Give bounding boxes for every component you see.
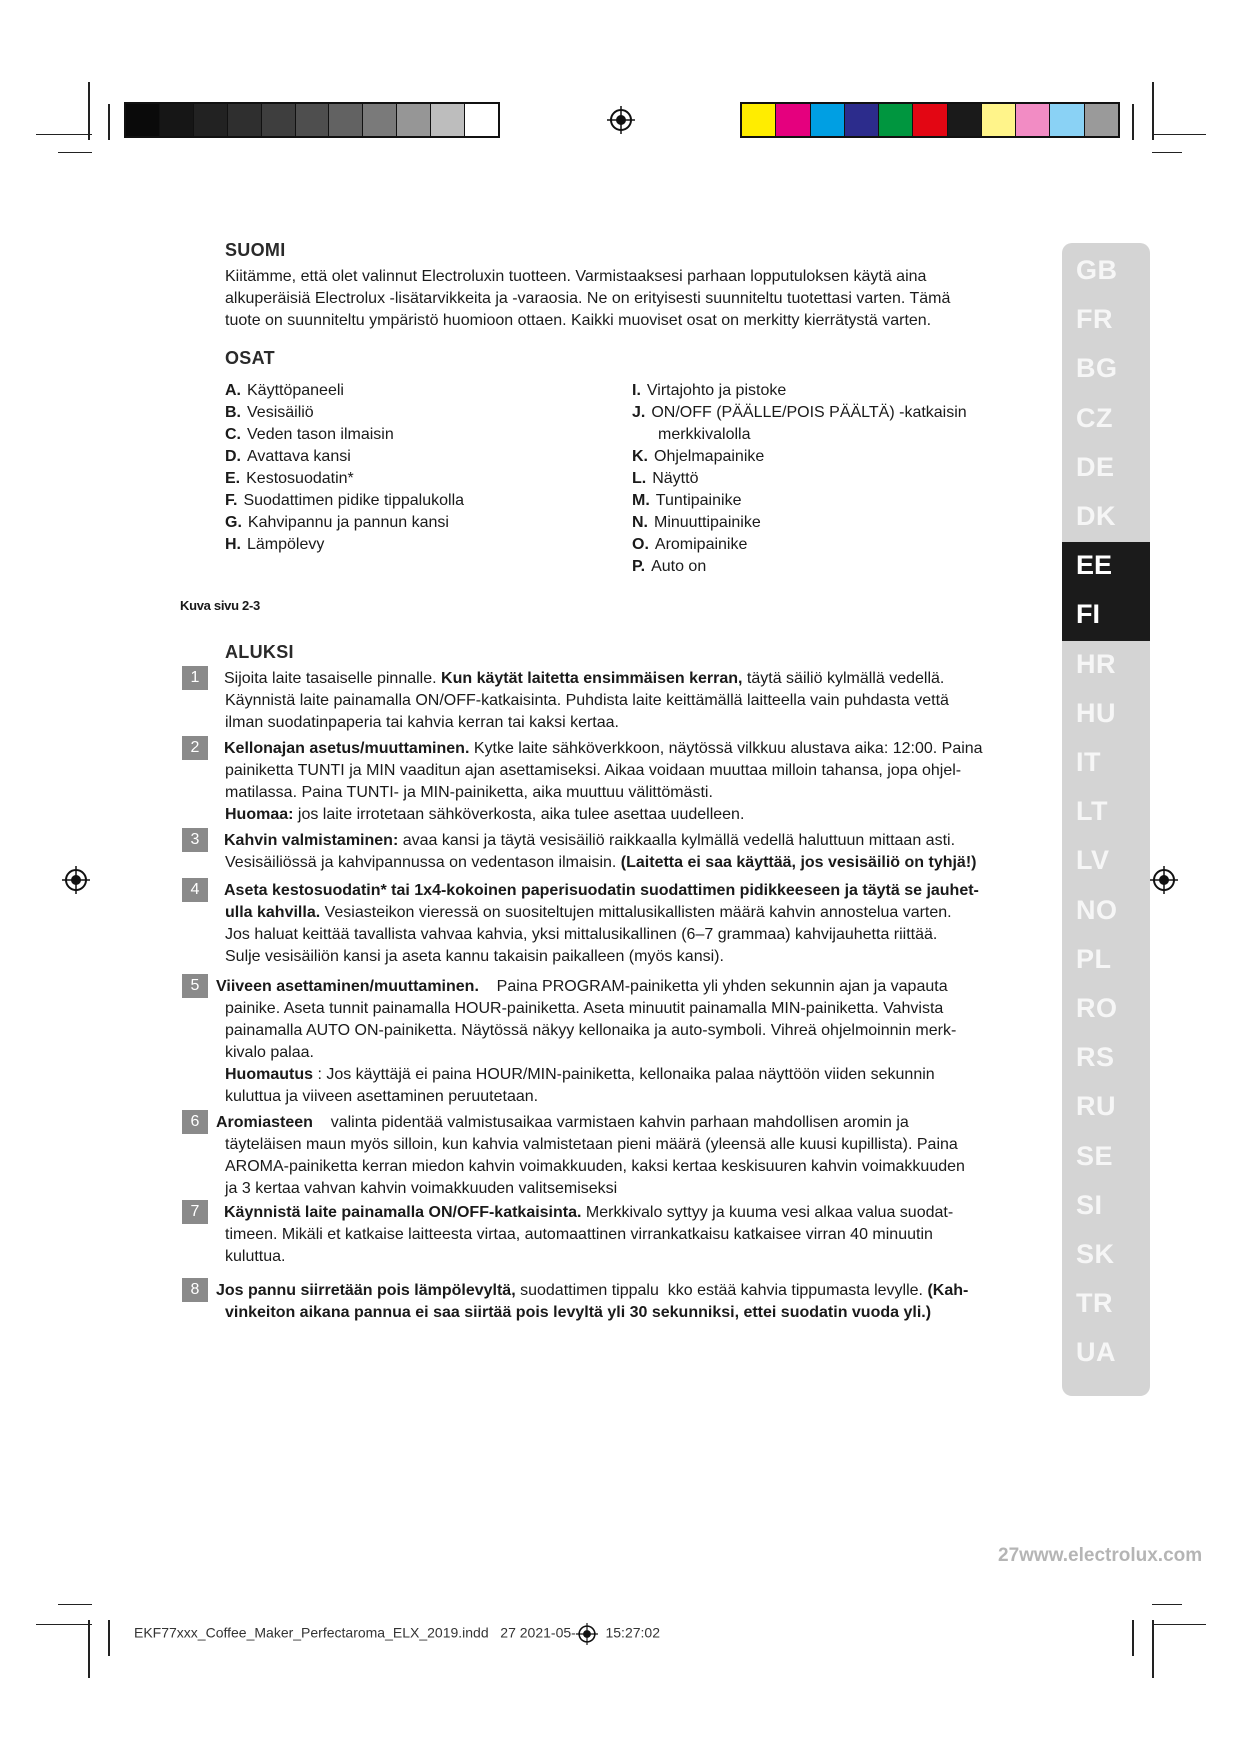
color-swatch [465,104,498,136]
step-plain-text: painamalla AUTO ON-painiketta. Näytössä näkyy kellonaika ja auto-symboli. Vihreä ohjelmoinnin merk- [225,1022,957,1039]
color-swatch [913,104,947,136]
language-tab-hr[interactable]: HR [1076,648,1116,679]
language-tab-label: FI [1076,599,1100,630]
part-text: Virtajohto ja pistoke [646,382,787,399]
step-number-badge: 6 [182,1110,208,1134]
step-bold-text: Huomaa: [225,806,294,823]
color-swatch [742,104,776,136]
step-line [182,1134,1020,1156]
language-tab-rs[interactable]: RS [1076,1042,1115,1073]
step-line [182,852,1020,874]
part-text: Aromipainike [654,536,748,553]
part-item [632,446,967,468]
language-tab-no[interactable]: NO [1076,894,1118,925]
part-item [225,424,464,446]
language-tab-cz[interactable]: CZ [1076,402,1113,433]
step-plain-text: Kytke laite sähköverkkoon, näytössä vilkkuu alustava aika: 12:00. Paina [469,740,983,757]
step-line [182,1042,1020,1064]
step-line [182,1280,1020,1302]
language-tab-label: EE [1076,550,1113,581]
color-swatch [296,104,330,136]
footer-file: EKF77xxx_Coffee_Maker_Perfectaroma_ELX_2019.indd [134,1624,489,1641]
language-tab-dk[interactable]: DK [1076,501,1116,531]
color-swatch [948,104,982,136]
part-text: Kestosuodatin* [246,470,354,487]
color-swatch [397,104,431,136]
part-text: Auto on [651,558,707,575]
section-title-aluksi: ALUKSI [225,642,294,662]
step-line [182,946,1020,968]
color-swatch [1085,104,1118,136]
step-line [182,1302,1020,1324]
part-key: D. [225,448,241,465]
language-tab-ua[interactable]: UA [1076,1337,1116,1368]
language-tab-ru[interactable]: RU [1076,1091,1116,1122]
step-line [182,804,1020,826]
color-swatch [1016,104,1050,136]
step-line [182,1064,1020,1086]
step-bold-text: Kellonajan asetus/muuttaminen. [224,740,470,757]
step-text [182,1202,1020,1268]
page-footer-link [998,1545,1202,1567]
step-plain-text: täyteläisen maun myös silloin, kun kahvia valmistetaan pieni määrä (yleensä alle kuusi kupillista). Paina [225,1136,958,1153]
part-item [225,402,464,424]
step-number-badge: 8 [182,1278,208,1302]
section-title-suomi: SUOMI [225,240,286,260]
step-plain-text: matilassa. Paina TUNTI- ja MIN-painiketta, aika muuttuu välittömästi. [225,784,713,801]
step-plain-text: timeen. Mikäli et katkaise laitteesta virtaa, automaattinen virrankatkaisu katkaisee virran 40 minuutin [225,1226,933,1243]
color-swatch [776,104,810,136]
step-line [182,782,1020,804]
part-key: O. [632,536,649,553]
part-text: merkkivalolla [658,426,751,443]
part-key: E. [225,470,241,487]
step-bold-text: Viiveen asettaminen/muuttaminen. [216,978,479,995]
step-bold-text: Huomautus [225,1066,313,1083]
step-line [182,976,1020,998]
part-text: Tuntipainike [655,492,742,509]
language-tab-pl[interactable]: PL [1076,943,1112,974]
color-swatch [194,104,228,136]
step-plain-text: kivalo palaa. [225,1044,314,1061]
step-plain-text: täytä säiliö kylmällä vedellä. [742,670,945,687]
step-plain-text: valinta pidentää valmistusaikaa varmistaen kahvin parhaan mahdollisen aromin ja [312,1114,909,1131]
part-key: M. [632,492,650,509]
part-key: B. [225,404,241,421]
registration-mark-left-icon [62,866,90,894]
step-text [182,1112,1020,1200]
language-tab-sk[interactable]: SK [1076,1239,1115,1269]
step-number-badge: 7 [182,1200,208,1224]
part-key: L. [632,470,647,487]
step-text [182,830,1020,874]
part-key: F. [225,492,238,509]
step-plain-text: Vesiasteikon vieressä on suositeltujen mittalusikallisten määrä kahvin annostelua varten. [320,904,952,921]
step-plain-text: : Jos käyttäjä ei paina HOUR/MIN-painiketta, kellonaika palaa näyttöön viiden sekunnin [313,1066,935,1083]
step-number-badge: 1 [182,666,208,690]
step-text [182,738,1020,826]
color-swatch [160,104,194,136]
language-tab-lv[interactable]: LV [1076,845,1110,876]
step-bold-text: Aromiasteen [216,1114,313,1131]
color-swatch [879,104,913,136]
part-key: A. [225,382,241,399]
step-line [182,998,1020,1020]
step-line [182,902,1020,924]
step-plain-text: avaa kansi ja täytä vesisäiliö raikkaalla kylmällä vedellä haluttuun mittaan asti. [398,832,956,849]
step-plain-text: Paina PROGRAM-painiketta yli yhden sekunnin ajan ja vapauta [478,978,948,995]
part-item [225,490,464,512]
step-text [182,880,1020,968]
part-item [632,380,967,402]
step-line [182,1156,1020,1178]
part-key: K. [632,448,648,465]
step-text [182,668,1020,734]
step-plain-text: kuluttua. [225,1248,286,1265]
step-bold-text: (Kah- [927,1282,969,1299]
language-tab-de[interactable]: DE [1076,451,1115,482]
step-plain-text: Sulje vesisäiliön kansi ja aseta kannu takaisin paikalleen (myös kansi). [225,948,724,965]
language-tab-ro[interactable]: RO [1076,993,1118,1023]
step-plain-text: jos laite irrotetaan sähköverkosta, aika tulee asettaa uudelleen. [293,806,745,823]
step-line [182,738,1020,760]
part-key: I. [632,382,641,399]
step-number-badge: 2 [182,736,208,760]
language-tab-tr[interactable]: TR [1076,1288,1113,1319]
part-text: Näyttö [652,470,699,487]
part-item [632,490,967,512]
step-line [182,1224,1020,1246]
color-swatch [228,104,262,136]
part-text: Veden tason ilmaisin [247,426,394,443]
step-line [182,668,1020,690]
website-link[interactable]: www.electrolux.com [1019,1545,1203,1566]
part-item [632,512,967,534]
step-line [182,880,1020,902]
language-tab-bg[interactable]: BG [1076,353,1118,384]
step-plain-text: AROMA-painiketta kerran miedon kahvin voimakkuuden, kaksi kertaa keskisuuren kahvin voimakkuuden [225,1158,965,1175]
process-color-bar [740,102,1120,138]
figure-note: Kuva sivu 2-3 [180,598,260,613]
step-line [182,924,1020,946]
color-swatch [431,104,465,136]
grayscale-bar [124,102,500,138]
part-text: Vesisäiliö [247,404,314,421]
registration-mark-right-icon [1150,866,1178,894]
step-line [182,1246,1020,1268]
part-item [225,446,464,468]
section-title-osat: OSAT [225,348,275,368]
part-text: Avattava kansi [247,448,351,465]
color-swatch [811,104,845,136]
step-plain-text: Vesisäiliössä ja kahvipannussa on vedentason ilmaisin. [225,854,621,871]
parts-list-left [225,380,464,556]
color-swatch [982,104,1016,136]
step-line [182,760,1020,782]
registration-mark-bottom-icon [576,1623,598,1645]
language-tab-lt[interactable]: LT [1076,796,1108,827]
part-key: P. [632,558,646,575]
part-item [225,380,464,402]
step-number-badge: 3 [182,828,208,852]
part-item [632,468,967,490]
part-text: ON/OFF (PÄÄLLE/POIS PÄÄLTÄ) -katkaisin [651,404,967,421]
print-footer [134,1623,660,1645]
step-plain-text: Sijoita laite tasaiselle pinnalle. [224,670,442,687]
step-text [182,976,1020,1108]
step-plain-text: Käynnistä laite painamalla ON/OFF-katkaisinta. Puhdista laite keittämällä laitteella vain puhdasta vettä [225,692,949,709]
part-key: G. [225,514,242,531]
step-line [182,690,1020,712]
language-tab-hu[interactable]: HU [1076,697,1116,728]
color-swatch [845,104,879,136]
language-tab-si[interactable]: SI [1076,1189,1103,1220]
color-swatch [363,104,397,136]
step-plain-text: ja 3 kertaa vahvan kahvin voimakkuuden valitsemiseksi [225,1180,618,1197]
step-bold-text: Aseta kestosuodatin* tai 1x4-kokoinen paperisuodatin suodattimen pidikkeeseen ja täytä se jauhet- [224,882,979,899]
step-bold-text: vinkeiton aikana pannua ei saa siirtää pois levyltä yli 30 sekunniksi, ettei suodatin vuoda yli.) [225,1304,932,1321]
step-number-badge: 4 [182,878,208,902]
registration-mark-top-icon [607,106,635,134]
step-line [182,830,1020,852]
step-plain-text: Merkkivalo syttyy ja kuuma vesi alkaa valua suodat- [581,1204,954,1221]
part-item [632,424,967,446]
part-item [225,534,464,556]
step-line [182,1202,1020,1224]
language-tab-fr[interactable]: FR [1076,304,1113,335]
step-plain-text: kuluttua ja viiveen asettaminen peruutetaan. [225,1088,539,1105]
step-line [182,1020,1020,1042]
color-swatch [262,104,296,136]
part-key: C. [225,426,241,443]
part-text: Minuuttipainike [654,514,761,531]
footer-time: 15:27:02 [605,1624,660,1641]
step-bold-text: Käynnistä laite painamalla ON/OFF-katkaisinta. [224,1204,582,1221]
part-text: Käyttöpaneeli [247,382,344,399]
part-text: Lämpölevy [247,536,325,553]
part-key: N. [632,514,648,531]
intro-line: Kiitämme, että olet valinnut Electroluxin tuotteen. Varmistaaksesi parhaan lopputuloksen käytä aina [225,268,927,285]
step-plain-text: ilman suodatinpaperia tai kahvia kerran tai kaksi kertaa. [225,714,619,731]
step-bold-text: Kun käytät laitetta ensimmäisen kerran, [441,670,743,687]
language-tab-gb[interactable]: GB [1076,255,1118,285]
language-tab-fi[interactable] [1062,591,1150,641]
step-line [182,1086,1020,1108]
footer-page: 27 [500,1624,516,1641]
step-plain-text: painike. Aseta tunnit painamalla HOUR-painiketta. Aseta minuutit painamalla MIN-painiketta. Vahvista [225,1000,944,1017]
step-plain-text: suodattimen tippalu kko estää kahvia tippumasta levylle. [515,1282,928,1299]
step-number-badge: 5 [182,974,208,998]
step-line [182,712,1020,734]
color-swatch [329,104,363,136]
step-bold-text: (Laitetta ei saa käyttää, jos vesisäiliö on tyhjä!) [620,854,977,871]
part-text: Kahvipannu ja pannun kansi [247,514,449,531]
color-swatch [1050,104,1084,136]
parts-list-right [632,380,967,578]
step-bold-text: ulla kahvilla. [225,904,321,921]
part-item [632,534,967,556]
step-bold-text: Jos pannu siirretään pois lämpölevyltä, [216,1282,516,1299]
language-tab-ee[interactable] [1062,542,1150,592]
intro-paragraph [225,266,1025,332]
step-line [182,1178,1020,1200]
intro-line: alkuperäisiä Electrolux -lisätarvikkeita ja -varaosia. Ne on erityisesti suunniteltu tuotettasi varten. Tämä [225,290,951,307]
part-item [632,556,967,578]
step-plain-text: Jos haluat keittää tavallista vahvaa kahvia, yksi mittalusikallinen (6–7 grammaa) kahvijauhetta riittää. [225,926,938,943]
part-item [225,512,464,534]
step-bold-text: Kahvin valmistaminen: [224,832,399,849]
step-plain-text: painiketta TUNTI ja MIN vaaditun ajan asettamiseksi. Aikaa voidaan muuttaa milloin tahansa, jopa ohjel- [225,762,962,779]
part-item [632,402,967,424]
part-item [225,468,464,490]
part-key: H. [225,536,241,553]
language-tab-bar [1062,243,1150,1396]
part-text: Ohjelmapainike [654,448,765,465]
part-key: J. [632,404,646,421]
language-tab-it[interactable]: IT [1076,747,1101,777]
footer-date: 2021-05- [519,1624,576,1641]
language-tab-se[interactable]: SE [1076,1140,1114,1171]
intro-line: tuote on suunniteltu ympäristö huomioon ottaen. Kaikki muoviset osat on merkitty kierrätystä varten. [225,312,932,329]
step-line [182,1112,1020,1134]
page-number: 27 [998,1545,1020,1566]
color-swatch [126,104,160,136]
part-text: Suodattimen pidike tippalukolla [243,492,465,509]
step-text [182,1280,1020,1324]
